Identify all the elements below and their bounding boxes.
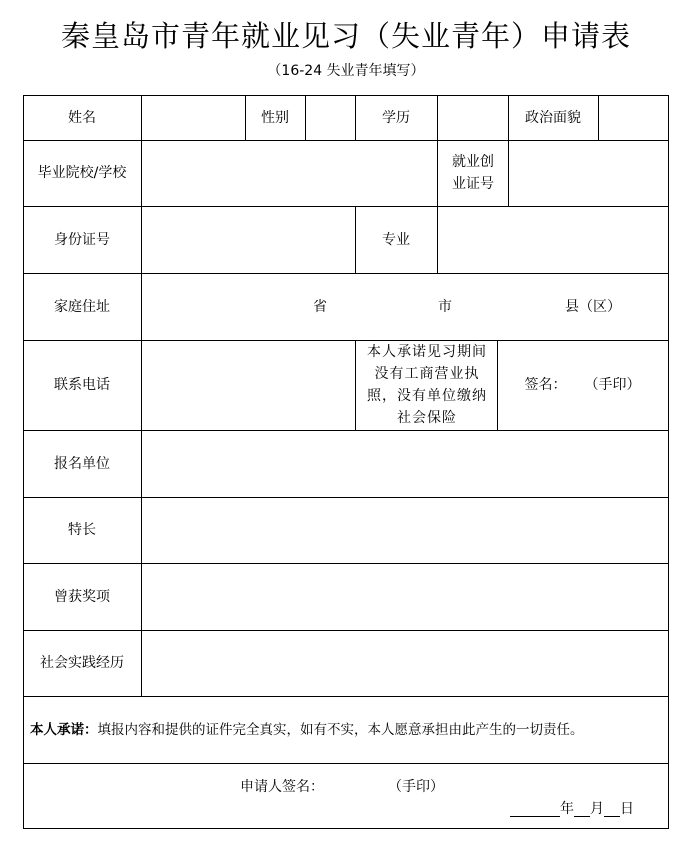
promise-statement — [24, 696, 668, 763]
phone-label: 联系电话 — [54, 377, 110, 393]
pledge-text: 本人承诺见习期间没有工商营业执照，没有单位缴纳社会保险 — [367, 344, 487, 426]
major-label: 专业 — [382, 231, 410, 248]
name-field[interactable] — [142, 96, 245, 140]
major-field[interactable] — [438, 207, 668, 273]
awards-field[interactable] — [142, 564, 668, 630]
address-label: 家庭住址 — [54, 298, 110, 315]
promise-bold-label: 本人承诺： — [30, 721, 98, 738]
id-number-label: 身份证号 — [54, 231, 110, 248]
month-blank[interactable] — [574, 802, 590, 817]
applicant-seal-label: （手印） — [388, 779, 444, 795]
col-divider — [437, 140, 438, 206]
education-field[interactable] — [438, 96, 508, 140]
political-status-field[interactable] — [599, 96, 668, 140]
phone-field[interactable] — [142, 341, 355, 430]
school-label: 毕业院校/学校 — [37, 165, 127, 181]
pledge-sign-area[interactable] — [497, 340, 668, 430]
page-subtitle: （16-24 失业青年填写） — [267, 63, 425, 79]
county-label: 县（区） — [565, 298, 621, 315]
day-blank[interactable] — [604, 802, 620, 817]
year-blank[interactable] — [510, 802, 560, 817]
promise-text: 填报内容和提供的证件完全真实，如有不实，本人愿意承担由此产生的一切责任。 — [97, 721, 584, 738]
sign-label: 签名： — [524, 377, 567, 393]
city-label: 市 — [438, 298, 452, 315]
page-title: 秦皇岛市青年就业见习（失业青年）申请表 — [60, 19, 631, 53]
id-number-field[interactable] — [142, 207, 355, 273]
province-label: 省 — [313, 298, 327, 315]
unit-label: 报名单位 — [54, 455, 110, 472]
school-field[interactable] — [142, 141, 437, 206]
skill-label: 特长 — [68, 522, 96, 538]
applicant-sign-label: 申请人签名： — [240, 779, 324, 795]
education-label: 学历 — [382, 109, 410, 126]
employment-cert-field[interactable] — [509, 141, 668, 206]
name-label: 姓名 — [68, 109, 96, 126]
practice-label: 社会实践经历 — [40, 655, 124, 671]
gender-field[interactable] — [306, 96, 355, 140]
month-label: 月 — [590, 801, 604, 817]
employment-cert-label: 就业创业证号 — [452, 154, 494, 192]
date-line[interactable] — [510, 798, 660, 820]
gender-label: 性别 — [261, 109, 289, 126]
day-label: 日 — [620, 801, 634, 817]
col-divider — [355, 340, 356, 430]
row-divider — [23, 763, 669, 764]
practice-field[interactable] — [142, 631, 668, 696]
awards-label: 曾获奖项 — [54, 588, 110, 605]
applicant-sign-area[interactable] — [240, 776, 470, 798]
unit-field[interactable] — [142, 431, 668, 497]
skill-field[interactable] — [142, 498, 668, 563]
hand-seal-label: （手印） — [584, 377, 641, 393]
political-status-label: 政治面貌 — [525, 109, 581, 126]
year-label: 年 — [560, 801, 574, 817]
